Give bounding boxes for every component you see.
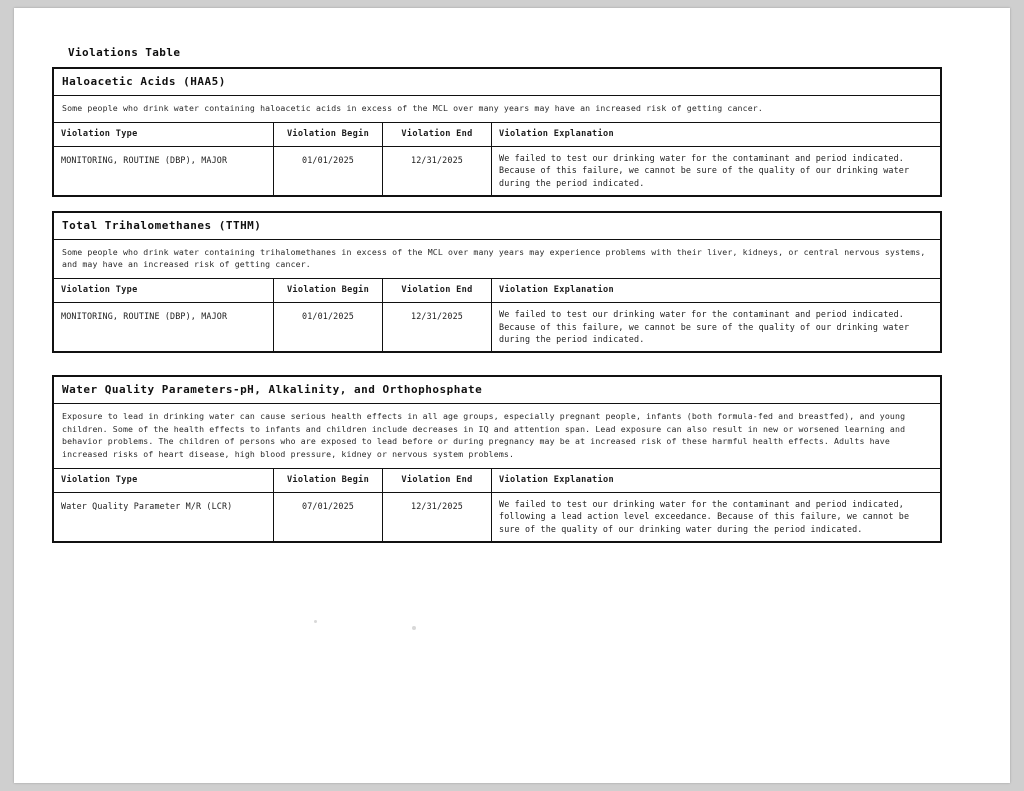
column-header-violation-begin: Violation Begin bbox=[274, 123, 383, 146]
document-content bbox=[52, 46, 942, 557]
scan-speck bbox=[314, 620, 317, 623]
cell-violation-explanation: We failed to test our drinking water for the contaminant and period indicated. Because of this failure, we cannot be sure of the quality of our drinking water during the period indicated. bbox=[492, 146, 941, 195]
contaminant-name: Total Trihalomethanes (TTHM) bbox=[54, 213, 940, 240]
health-effects-text: Some people who drink water containing trihalomethanes in excess of the MCL over many years may experience problems with their liver, kidneys, or central nervous systems, and may have an increased risk of getting cancer. bbox=[54, 240, 940, 279]
column-header-violation-end: Violation End bbox=[383, 469, 492, 492]
table-row bbox=[54, 492, 940, 541]
column-header-violation-end: Violation End bbox=[383, 279, 492, 302]
column-header-violation-type: Violation Type bbox=[54, 469, 274, 492]
column-header-violation-type: Violation Type bbox=[54, 123, 274, 146]
cell-violation-type: Water Quality Parameter M/R (LCR) bbox=[54, 492, 274, 541]
violations-grid bbox=[54, 123, 940, 195]
violations-grid bbox=[54, 469, 940, 541]
page-title: Violations Table bbox=[68, 46, 181, 59]
document-page bbox=[14, 8, 1010, 783]
cell-violation-end: 12/31/2025 bbox=[383, 302, 492, 351]
health-effects-text: Exposure to lead in drinking water can cause serious health effects in all age groups, especially pregnant people, infants (both formula-fed and breastfed), and young children. Some of the health effects to infants and children include decreases in IQ and attention span. Lead exposure can also result in new or worsened learning and behavior problems. The children of persons who are exposed to lead before or during pregnancy may be at increased risk of these harmful health effects. Adults have increased risks of heart disease, high blood pressure, kidney or nervous system problems. bbox=[54, 404, 940, 469]
table-row bbox=[54, 302, 940, 351]
cell-violation-type: MONITORING, ROUTINE (DBP), MAJOR bbox=[54, 146, 274, 195]
violations-grid bbox=[54, 279, 940, 351]
cell-violation-begin: 01/01/2025 bbox=[274, 146, 383, 195]
violation-section bbox=[52, 67, 942, 197]
health-effects-text: Some people who drink water containing haloacetic acids in excess of the MCL over many years may have an increased risk of getting cancer. bbox=[54, 96, 940, 123]
cell-violation-begin: 07/01/2025 bbox=[274, 492, 383, 541]
column-header-violation-explanation: Violation Explanation bbox=[492, 279, 941, 302]
column-header-violation-type: Violation Type bbox=[54, 279, 274, 302]
column-header-violation-begin: Violation Begin bbox=[274, 469, 383, 492]
contaminant-name: Water Quality Parameters-pH, Alkalinity, and Orthophosphate bbox=[54, 377, 940, 404]
cell-violation-begin: 01/01/2025 bbox=[274, 302, 383, 351]
column-header-violation-end: Violation End bbox=[383, 123, 492, 146]
scan-speck bbox=[412, 626, 416, 630]
violation-section bbox=[52, 375, 942, 543]
table-row bbox=[54, 146, 940, 195]
cell-violation-explanation: We failed to test our drinking water for the contaminant and period indicated, following a lead action level exceedance. Because of this failure, we cannot be sure of the quality of our drinking water during the period indicated. bbox=[492, 492, 941, 541]
contaminant-name: Haloacetic Acids (HAA5) bbox=[54, 69, 940, 96]
violation-section bbox=[52, 211, 942, 353]
table-header-row bbox=[54, 469, 940, 492]
table-header-row bbox=[54, 123, 940, 146]
cell-violation-type: MONITORING, ROUTINE (DBP), MAJOR bbox=[54, 302, 274, 351]
column-header-violation-explanation: Violation Explanation bbox=[492, 123, 941, 146]
column-header-violation-explanation: Violation Explanation bbox=[492, 469, 941, 492]
column-header-violation-begin: Violation Begin bbox=[274, 279, 383, 302]
cell-violation-end: 12/31/2025 bbox=[383, 146, 492, 195]
cell-violation-end: 12/31/2025 bbox=[383, 492, 492, 541]
cell-violation-explanation: We failed to test our drinking water for the contaminant and period indicated. Because of this failure, we cannot be sure of the quality of our drinking water during the period indicated. bbox=[492, 302, 941, 351]
table-header-row bbox=[54, 279, 940, 302]
